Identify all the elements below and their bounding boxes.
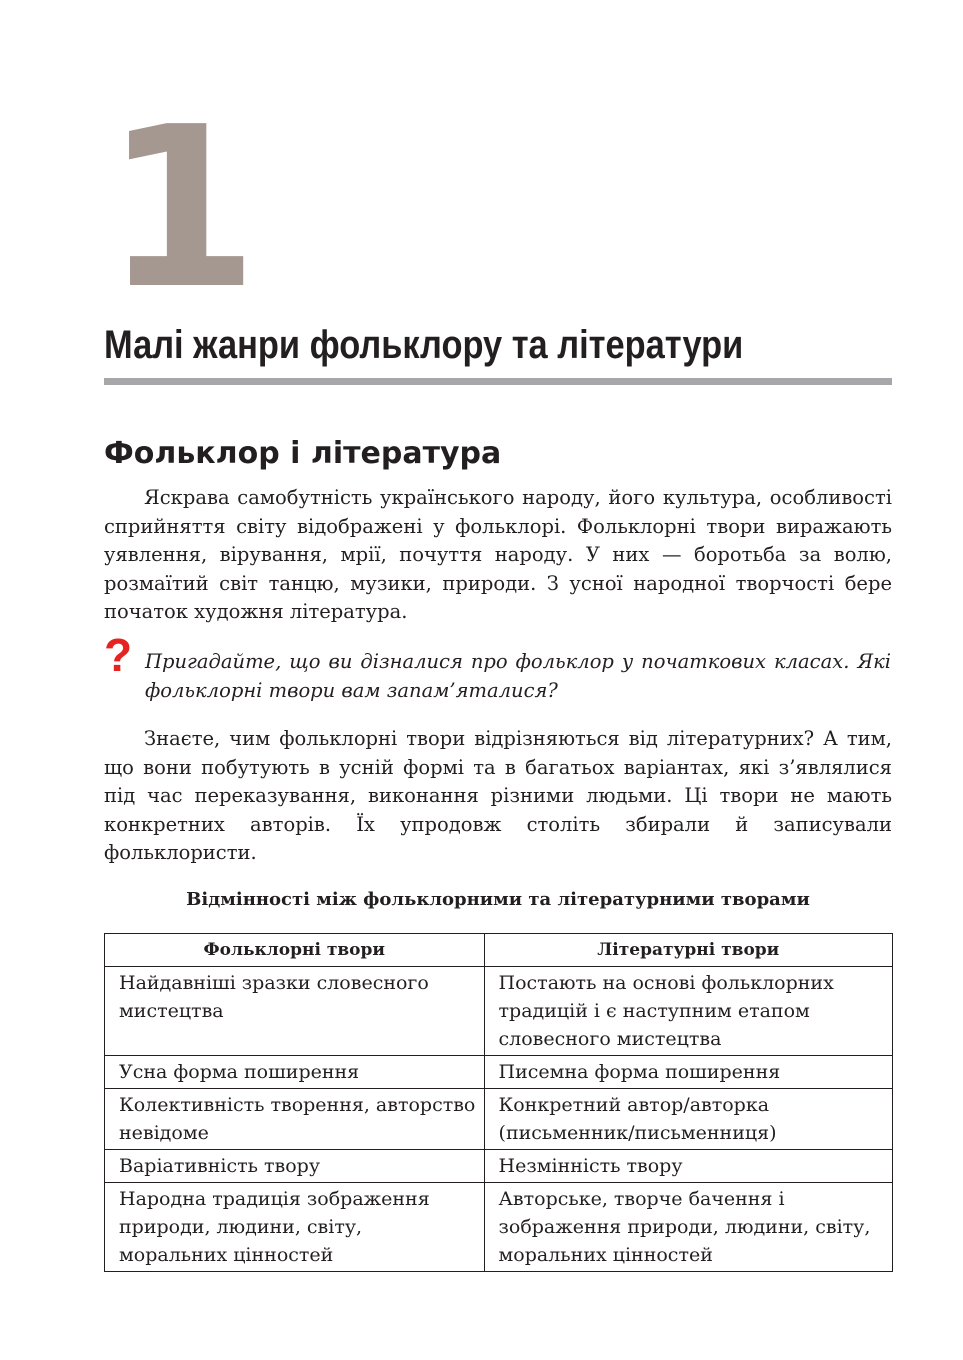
table-row: [105, 967, 893, 1056]
table-row: [105, 1056, 893, 1089]
title-rule: [104, 378, 892, 385]
body-paragraph-2: Знаєте, чим фольклорні твори відрізняються від літературних? А тим, що вони побутують в усній формі та в багатьох варіантах, які з’являлися під час переказування, виконання різними людьми. Ці твори не мають конкретних авторів. Їх упродовж століть збирали й записували фольклористи.: [104, 727, 892, 864]
question-text: Пригадайте, що ви дізналися про фольклор у початкових класах. Які фольклорні твори вам запам’яталися?: [145, 650, 891, 702]
table-cell: Народна традиція зображення природи, людини, світу, моральних цінностей: [105, 1183, 485, 1272]
table-header-row: [105, 934, 893, 967]
table-cell: Найдавніші зразки словесного мистецтва: [105, 967, 485, 1056]
question-mark-icon: ?: [104, 629, 133, 681]
table-cell: Постають на основі фольклорних традицій і є наступним етапом словесного мистецтва: [484, 967, 892, 1056]
table-cell: Колективність творення, авторство невідоме: [105, 1089, 485, 1150]
table-header-literary: Літературні твори: [484, 934, 892, 967]
table-header-folklore: Фольклорні твори: [105, 934, 485, 967]
chapter-title: Малі жанри фольклору та літератури: [104, 323, 744, 367]
table-row: [105, 1089, 893, 1150]
table-cell: Варіативність твору: [105, 1150, 485, 1183]
table-cell: Авторське, творче бачення і зображення природи, людини, світу, моральних цінностей: [484, 1183, 892, 1272]
comparison-table: [104, 933, 893, 1272]
section-title: Фольклор і література: [104, 436, 502, 471]
body-paragraph-1: Яскрава самобутність українського народу, його культура, особливості сприйняття світу відображені у фольклорі. Фольклорні твори виражають уявлення, вірування, мрії, почуття народу. У них — боротьба за волю, розмаїтий світ танцю, музики, природи. З усної народної творчості бере початок художня література.: [104, 486, 892, 623]
table-cell: Писемна форма поширення: [484, 1056, 892, 1089]
table-cell: Конкретний автор/авторка (письменник/письменниця): [484, 1089, 892, 1150]
table-caption: Відмінності між фольклорними та літературними творами: [186, 889, 810, 910]
chapter-number: 1: [104, 80, 255, 338]
table-row: [105, 1150, 893, 1183]
table-row: [105, 1183, 893, 1272]
table-cell: Усна форма поширення: [105, 1056, 485, 1089]
table-cell: Незмінність твору: [484, 1150, 892, 1183]
